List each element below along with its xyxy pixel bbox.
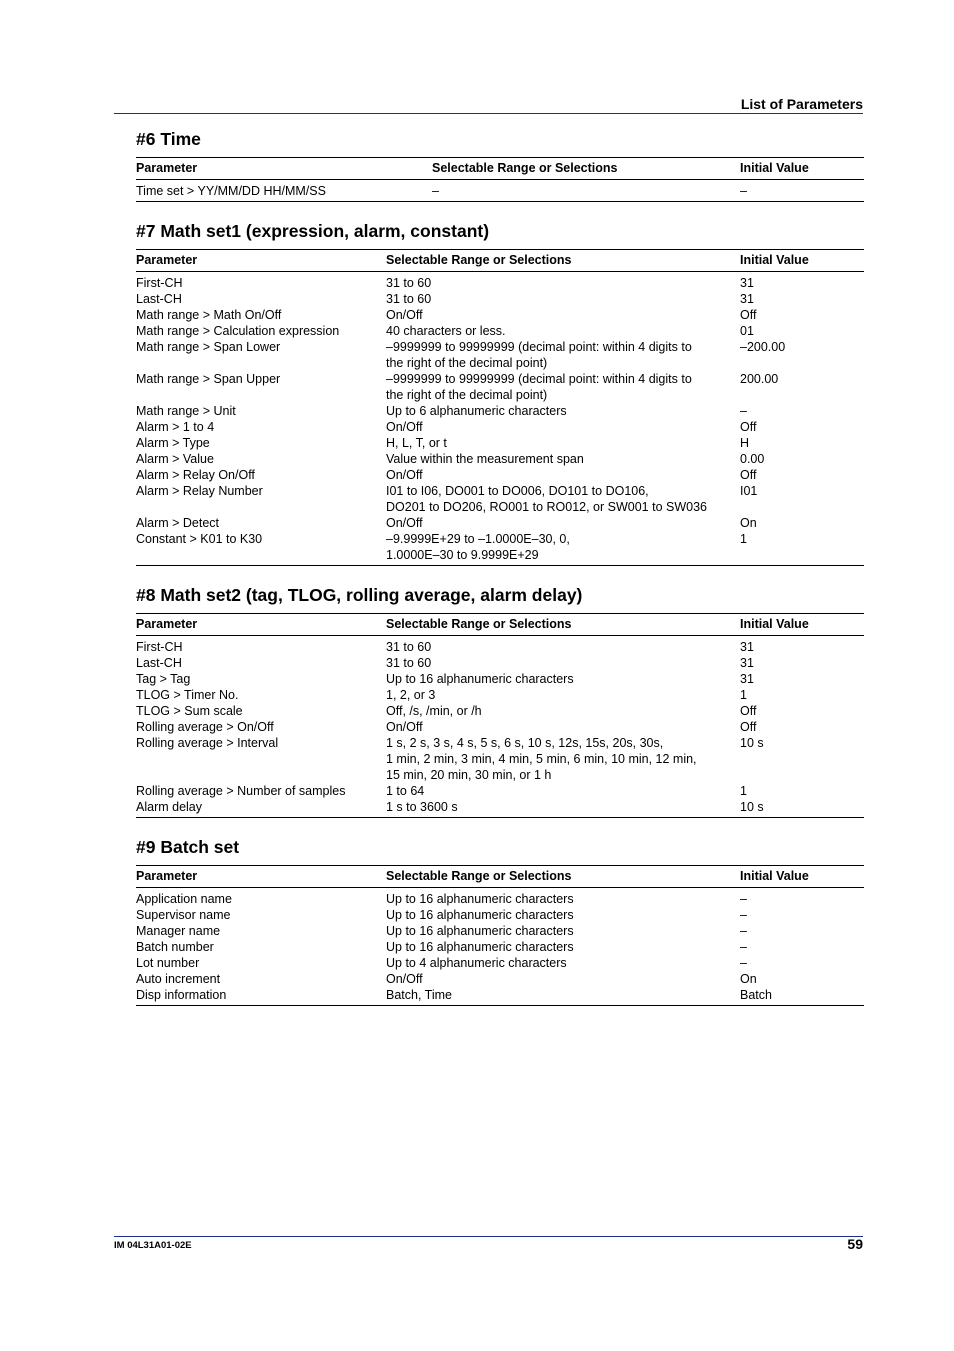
- table-row: [136, 403, 864, 419]
- cell-initial: H: [740, 436, 750, 450]
- cell-parameter: Batch number: [136, 940, 214, 954]
- cell-initial: Off: [740, 468, 757, 482]
- cell-initial: Off: [740, 308, 757, 322]
- table-row: [136, 687, 864, 703]
- table-row: [136, 888, 864, 908]
- cell-range: –: [432, 184, 439, 198]
- cell-initial: 200.00: [740, 372, 779, 386]
- cell-initial: 01: [740, 324, 754, 338]
- table-row: [136, 987, 864, 1006]
- cell-range: 40 characters or less.: [386, 324, 506, 338]
- cell-parameter: Auto increment: [136, 972, 221, 986]
- cell-parameter: Math range > Span Upper: [136, 372, 281, 386]
- cell-parameter: Constant > K01 to K30: [136, 532, 263, 546]
- cell-parameter: Math range > Unit: [136, 404, 236, 418]
- column-header-parameter: Parameter: [136, 614, 386, 636]
- cell-parameter: Last-CH: [136, 292, 182, 306]
- cell-initial: 10 s: [740, 800, 764, 814]
- cell-initial: –: [740, 924, 747, 938]
- table-batch-set: [136, 865, 864, 1006]
- cell-parameter: Application name: [136, 892, 232, 906]
- table-row: [136, 339, 864, 371]
- cell-initial: On: [740, 516, 757, 530]
- cell-initial: On: [740, 972, 757, 986]
- table-row: [136, 636, 864, 656]
- column-header-parameter: Parameter: [136, 866, 386, 888]
- cell-parameter: Rolling average > Interval: [136, 736, 279, 750]
- table-row: [136, 323, 864, 339]
- column-header-range: Selectable Range or Selections: [386, 866, 740, 888]
- cell-range: On/Off: [386, 516, 423, 530]
- table-row: [136, 955, 864, 971]
- document-id: IM 04L31A01-02E: [114, 1240, 192, 1251]
- column-header-initial-value: Initial Value: [740, 250, 864, 272]
- running-header: List of Parameters: [114, 95, 863, 114]
- cell-range: Off, /s, /min, or /h: [386, 704, 482, 718]
- table-row: [136, 371, 864, 403]
- table-row: [136, 971, 864, 987]
- cell-parameter: Alarm > 1 to 4: [136, 420, 215, 434]
- cell-parameter: Alarm > Detect: [136, 516, 220, 530]
- cell-range: 31 to 60: [386, 276, 432, 290]
- cell-range: Up to 4 alphanumeric characters: [386, 956, 567, 970]
- table-row: [136, 483, 864, 515]
- cell-range: 1 to 64: [386, 784, 425, 798]
- table-math-set1: [136, 249, 864, 566]
- cell-range: Up to 16 alphanumeric characters: [386, 672, 574, 686]
- column-header-range: Selectable Range or Selections: [386, 614, 740, 636]
- cell-initial: 0.00: [740, 452, 765, 466]
- column-header-parameter: Parameter: [136, 158, 432, 180]
- cell-range: 1 s to 3600 s: [386, 800, 458, 814]
- cell-initial: –: [740, 404, 747, 418]
- cell-initial: –: [740, 908, 747, 922]
- cell-initial: Batch: [740, 988, 772, 1002]
- cell-initial: I01: [740, 484, 758, 498]
- cell-initial: 1: [740, 784, 747, 798]
- table-row: [136, 531, 864, 566]
- table-row: [136, 735, 864, 783]
- cell-range: 1, 2, or 3: [386, 688, 436, 702]
- cell-range: –9.9999E+29 to –1.0000E–30, 0, 1.0000E–30 to 9.9999E+29: [386, 532, 570, 562]
- cell-initial: –: [740, 184, 747, 198]
- section-title-math-set2: #8 Math set2 (tag, TLOG, rolling average, alarm delay): [136, 585, 583, 605]
- cell-parameter: First-CH: [136, 276, 183, 290]
- cell-parameter: Alarm > Type: [136, 436, 210, 450]
- column-header-initial-value: Initial Value: [740, 866, 864, 888]
- cell-range: Batch, Time: [386, 988, 452, 1002]
- table-row: [136, 907, 864, 923]
- table-time: [136, 157, 864, 202]
- cell-initial: 31: [740, 292, 754, 306]
- cell-initial: Off: [740, 420, 757, 434]
- cell-initial: 31: [740, 672, 754, 686]
- cell-parameter: Math range > Calculation expression: [136, 324, 340, 338]
- cell-range: Up to 16 alphanumeric characters: [386, 940, 574, 954]
- table-row: [136, 291, 864, 307]
- cell-initial: –200.00: [740, 340, 786, 354]
- cell-initial: Off: [740, 720, 757, 734]
- section-title-time: #6 Time: [136, 129, 201, 149]
- cell-range: Up to 16 alphanumeric characters: [386, 892, 574, 906]
- cell-parameter: Alarm > Relay Number: [136, 484, 263, 498]
- cell-parameter: Alarm > Value: [136, 452, 214, 466]
- table-row: [136, 515, 864, 531]
- cell-parameter: Disp information: [136, 988, 227, 1002]
- cell-initial: –: [740, 956, 747, 970]
- table-row: [136, 272, 864, 292]
- cell-initial: 10 s: [740, 736, 764, 750]
- column-header-initial-value: Initial Value: [740, 158, 864, 180]
- cell-range: 31 to 60: [386, 292, 432, 306]
- table-row: [136, 671, 864, 687]
- cell-range: –9999999 to 99999999 (decimal point: within 4 digits to the right of the decimal point): [386, 372, 692, 402]
- cell-parameter: Rolling average > Number of samples: [136, 784, 346, 798]
- table-row: [136, 451, 864, 467]
- cell-range: 31 to 60: [386, 640, 432, 654]
- cell-range: 1 s, 2 s, 3 s, 4 s, 5 s, 6 s, 10 s, 12s, 15s, 20s, 30s, 1 min, 2 min, 3 min, 4 min, 5 min, 6 min, 10 min, 12 min, 15 min, 20 min, 30 min, or 1 h: [386, 736, 697, 782]
- cell-initial: 1: [740, 532, 747, 546]
- page-content: [136, 128, 864, 1006]
- table-math-set2: [136, 613, 864, 818]
- cell-parameter: Alarm delay: [136, 800, 202, 814]
- table-row: [136, 435, 864, 451]
- column-header-parameter: Parameter: [136, 250, 386, 272]
- cell-parameter: Tag > Tag: [136, 672, 191, 686]
- cell-range: On/Off: [386, 468, 423, 482]
- table-row: [136, 307, 864, 323]
- cell-parameter: First-CH: [136, 640, 183, 654]
- page-number: 59: [847, 1236, 863, 1252]
- cell-parameter: Time set > YY/MM/DD HH/MM/SS: [136, 184, 326, 198]
- cell-range: –9999999 to 99999999 (decimal point: within 4 digits to the right of the decimal point): [386, 340, 692, 370]
- cell-range: I01 to I06, DO001 to DO006, DO101 to DO106, DO201 to DO206, RO001 to RO012, or SW001 to SW036: [386, 484, 707, 514]
- section-title-math-set1: #7 Math set1 (expression, alarm, constant): [136, 221, 490, 241]
- column-header-initial-value: Initial Value: [740, 614, 864, 636]
- cell-parameter: Math range > Span Lower: [136, 340, 281, 354]
- table-row: [136, 923, 864, 939]
- footer-rule: [114, 1236, 863, 1237]
- table-row: [136, 655, 864, 671]
- cell-parameter: Math range > Math On/Off: [136, 308, 282, 322]
- cell-range: Up to 16 alphanumeric characters: [386, 924, 574, 938]
- table-row: [136, 719, 864, 735]
- cell-range: Value within the measurement span: [386, 452, 584, 466]
- cell-initial: 31: [740, 640, 754, 654]
- cell-initial: Off: [740, 704, 757, 718]
- table-row: [136, 419, 864, 435]
- cell-parameter: Rolling average > On/Off: [136, 720, 274, 734]
- cell-range: 31 to 60: [386, 656, 432, 670]
- cell-parameter: Lot number: [136, 956, 200, 970]
- cell-parameter: TLOG > Timer No.: [136, 688, 239, 702]
- cell-initial: 31: [740, 656, 754, 670]
- column-header-range: Selectable Range or Selections: [386, 250, 740, 272]
- cell-range: On/Off: [386, 420, 423, 434]
- table-row: [136, 180, 864, 202]
- cell-range: On/Off: [386, 308, 423, 322]
- section-title-batch-set: #9 Batch set: [136, 837, 240, 857]
- column-header-range: Selectable Range or Selections: [432, 158, 740, 180]
- cell-range: On/Off: [386, 720, 423, 734]
- table-row: [136, 703, 864, 719]
- cell-initial: 31: [740, 276, 754, 290]
- cell-initial: 1: [740, 688, 747, 702]
- cell-parameter: Manager name: [136, 924, 221, 938]
- cell-range: On/Off: [386, 972, 423, 986]
- cell-initial: –: [740, 940, 747, 954]
- table-row: [136, 783, 864, 799]
- cell-range: H, L, T, or t: [386, 436, 447, 450]
- table-row: [136, 467, 864, 483]
- cell-parameter: Last-CH: [136, 656, 182, 670]
- cell-range: Up to 6 alphanumeric characters: [386, 404, 567, 418]
- cell-parameter: TLOG > Sum scale: [136, 704, 243, 718]
- cell-parameter: Supervisor name: [136, 908, 231, 922]
- cell-range: Up to 16 alphanumeric characters: [386, 908, 574, 922]
- cell-parameter: Alarm > Relay On/Off: [136, 468, 255, 482]
- table-row: [136, 939, 864, 955]
- table-row: [136, 799, 864, 818]
- cell-initial: –: [740, 892, 747, 906]
